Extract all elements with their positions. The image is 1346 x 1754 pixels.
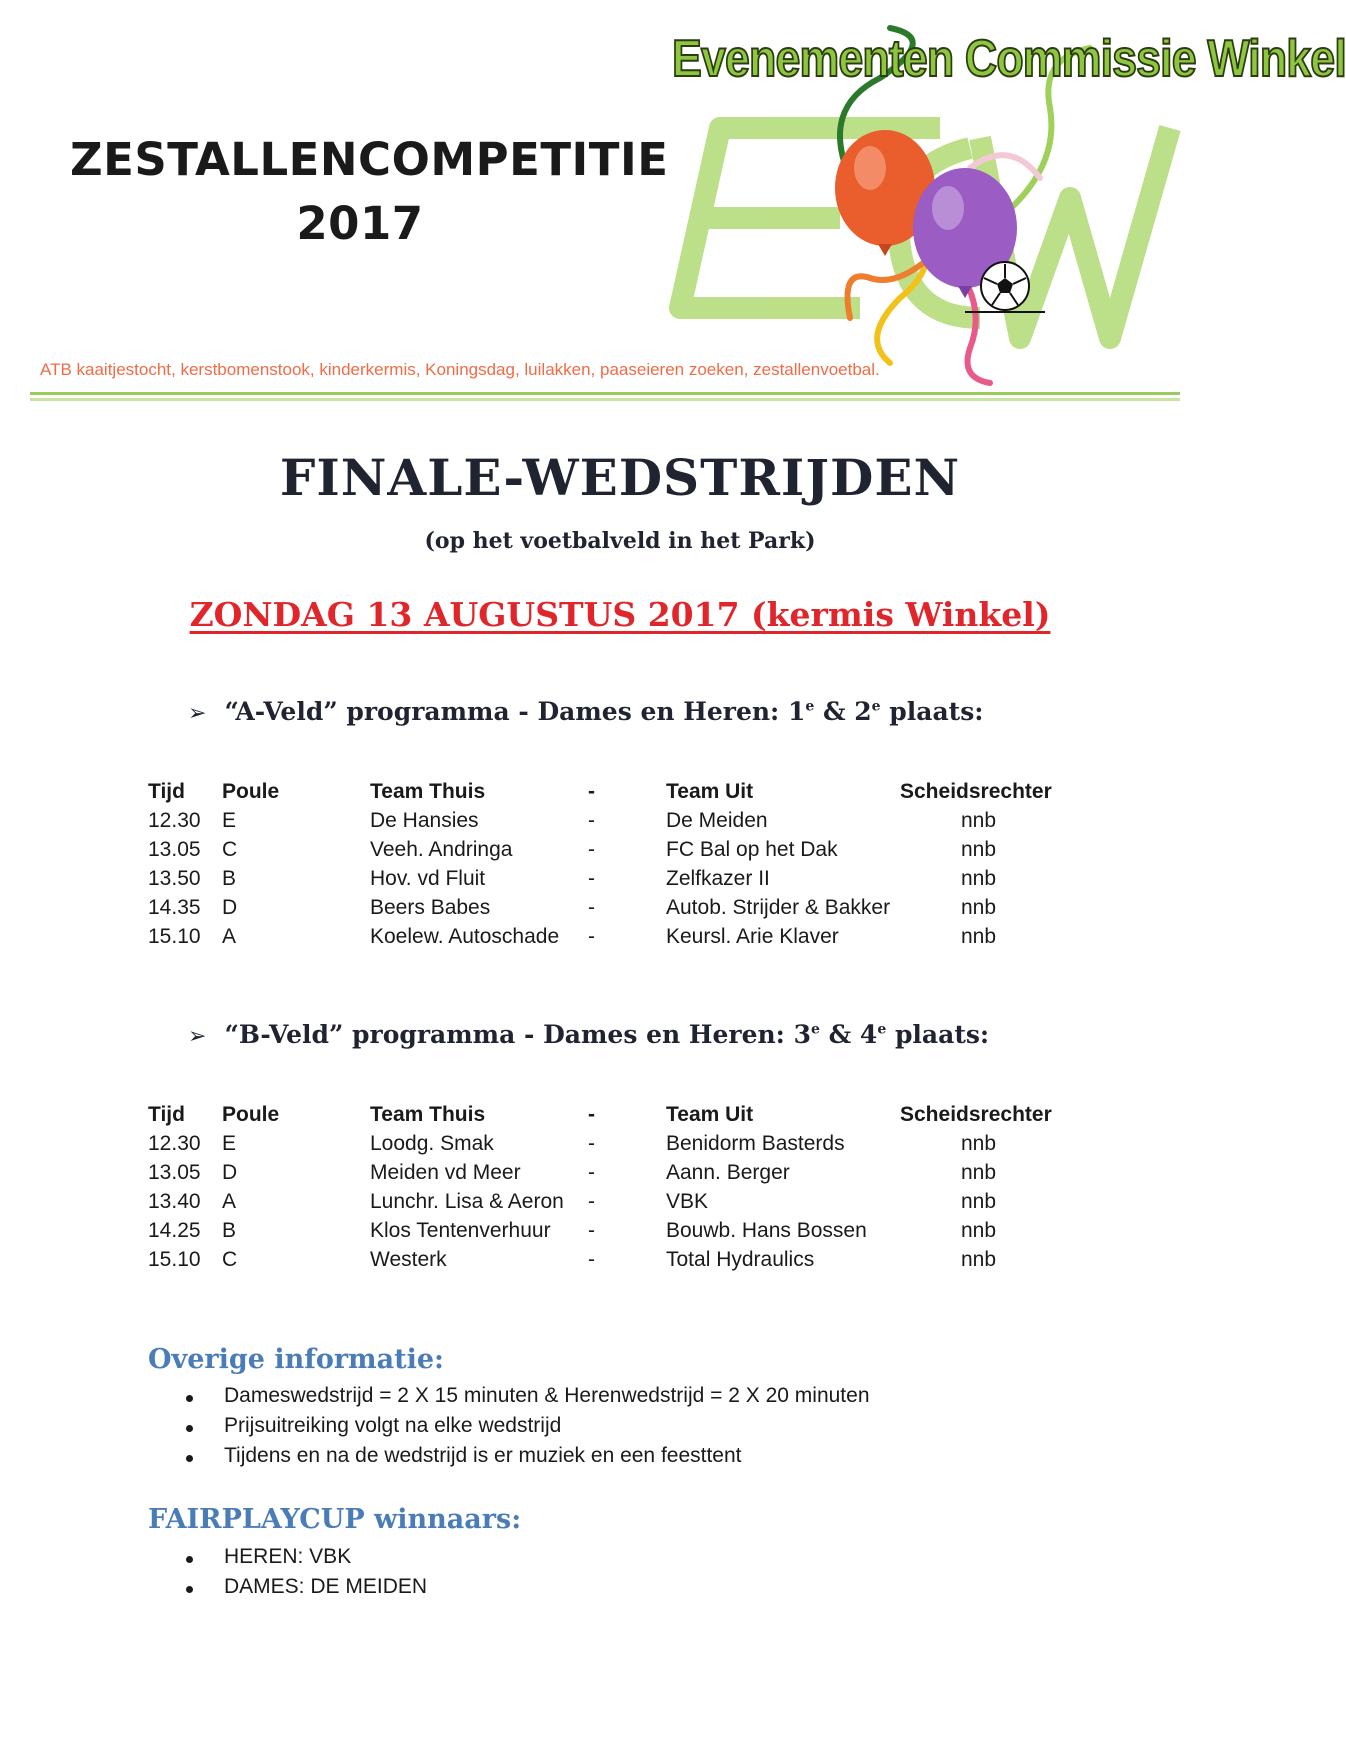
col-header-dash: - [588, 780, 595, 803]
cell-referee: nnb [961, 838, 997, 861]
cell-time: 15.10 [148, 1248, 201, 1271]
bullet-dot-icon [186, 1586, 193, 1593]
arrow-bullet-icon: ➢ [188, 701, 207, 726]
competition-title [70, 128, 669, 256]
cell-referee: nnb [961, 925, 997, 948]
cell-time: 13.05 [148, 838, 201, 861]
cell-home-team: Lunchr. Lisa & Aeron [370, 1190, 564, 1213]
cell-dash: - [588, 1132, 595, 1155]
cell-away-team: Benidorm Basterds [666, 1132, 845, 1155]
bullet-dot-icon [186, 1556, 193, 1563]
cell-away-team: Aann. Berger [666, 1161, 790, 1184]
cell-time: 13.40 [148, 1190, 201, 1213]
cell-poule: C [222, 838, 238, 861]
cell-home-team: Loodg. Smak [370, 1132, 494, 1155]
cell-referee: nnb [961, 1248, 997, 1271]
col-header-home: Team Thuis [370, 1103, 486, 1126]
competition-title-line2: 2017 [296, 197, 424, 250]
page-title: FINALE-WEDSTRIJDEN [279, 448, 961, 507]
col-header-poule: Poule [222, 780, 280, 803]
col-header-referee: Scheidsrechter [900, 780, 1052, 803]
schedule-table-a [148, 780, 1088, 954]
cell-dash: - [588, 838, 595, 861]
cell-away-team: VBK [666, 1190, 709, 1213]
cell-referee: nnb [961, 1132, 997, 1155]
cell-time: 14.25 [148, 1219, 201, 1242]
table-header-row [148, 1103, 1088, 1132]
table-row [148, 867, 1088, 896]
table-row [148, 1161, 1088, 1190]
cell-away-team: Zelfkazer II [666, 867, 770, 890]
cell-referee: nnb [961, 1219, 997, 1242]
cell-poule: D [222, 1161, 238, 1184]
fairplay-heading: FAIRPLAYCUP winnaars: [148, 1504, 522, 1535]
header-divider-light [30, 398, 1180, 401]
cell-home-team: Koelew. Autoschade [370, 925, 560, 948]
event-date: ZONDAG 13 AUGUSTUS 2017 (kermis Winkel) [189, 595, 1051, 634]
table-row [148, 925, 1088, 954]
cell-dash: - [588, 867, 595, 890]
cell-poule: E [222, 809, 237, 832]
cell-away-team: FC Bal op het Dak [666, 838, 838, 861]
bullet-dot-icon [186, 1395, 193, 1402]
arrow-bullet-icon: ➢ [188, 1024, 207, 1049]
page-subtitle: (op het voetbalveld in het Park) [424, 528, 816, 554]
cell-home-team: Westerk [370, 1248, 447, 1271]
cell-time: 15.10 [148, 925, 201, 948]
col-header-home: Team Thuis [370, 780, 486, 803]
fairplay-list [182, 1545, 427, 1605]
cell-home-team: Beers Babes [370, 896, 491, 919]
cell-home-team: Veeh. Andringa [370, 838, 513, 861]
section-a-heading-text: “A-Veld” programma - Dames en Heren: 1e & 2e plaats: [224, 697, 984, 726]
organization-name: Evenementen Commissie Winkel [672, 30, 1346, 88]
cell-home-team: Meiden vd Meer [370, 1161, 521, 1184]
section-b-heading [188, 1020, 1088, 1049]
cell-time: 13.05 [148, 1161, 201, 1184]
cell-time: 12.30 [148, 809, 201, 832]
cell-dash: - [588, 1190, 595, 1213]
cell-away-team: Total Hydraulics [666, 1248, 815, 1271]
col-header-referee: Scheidsrechter [900, 1103, 1052, 1126]
activities-line: ATB kaaitjestocht, kerstbomenstook, kinderkermis, Koningsdag, luilakken, paaseieren zoeken, zestallenvoetbal. [40, 360, 880, 379]
competition-title-line1: ZESTALLENCOMPETITIE [70, 133, 669, 186]
cell-poule: A [222, 1190, 237, 1213]
table-row [148, 1190, 1088, 1219]
table-row [148, 1132, 1088, 1161]
cell-home-team: Hov. vd Fluit [370, 867, 486, 890]
list-item-text: HEREN: VBK [224, 1545, 352, 1568]
cell-referee: nnb [961, 867, 997, 890]
bullet-dot-icon [186, 1425, 193, 1432]
col-header-away: Team Uit [666, 780, 754, 803]
schedule-table-b [148, 1103, 1088, 1277]
cell-time: 12.30 [148, 1132, 201, 1155]
cell-dash: - [588, 925, 595, 948]
cell-referee: nnb [961, 809, 997, 832]
cell-poule: B [222, 1219, 237, 1242]
other-info-list [182, 1384, 870, 1474]
cell-away-team: Bouwb. Hans Bossen [666, 1219, 867, 1242]
col-header-dash: - [588, 1103, 595, 1126]
cell-away-team: Autob. Strijder & Bakker [666, 896, 891, 919]
list-item-text: Dameswedstrijd = 2 X 15 minuten & Herenwedstrijd = 2 X 20 minuten [224, 1384, 870, 1407]
cell-poule: D [222, 896, 238, 919]
list-item-text: DAMES: DE MEIDEN [224, 1575, 428, 1598]
cell-poule: B [222, 867, 237, 890]
list-item [182, 1414, 870, 1444]
cell-dash: - [588, 1248, 595, 1271]
cell-referee: nnb [961, 896, 997, 919]
cell-referee: nnb [961, 1161, 997, 1184]
cell-poule: E [222, 1132, 237, 1155]
cell-away-team: De Meiden [666, 809, 768, 832]
col-header-away: Team Uit [666, 1103, 754, 1126]
cell-time: 13.50 [148, 867, 201, 890]
section-a-heading [188, 697, 1088, 726]
col-header-time: Tijd [148, 1103, 185, 1126]
cell-dash: - [588, 896, 595, 919]
cell-poule: C [222, 1248, 238, 1271]
bullet-dot-icon [186, 1455, 193, 1462]
table-row [148, 1219, 1088, 1248]
list-item [182, 1444, 870, 1474]
section-b-heading-text: “B-Veld” programma - Dames en Heren: 3e & 4e plaats: [224, 1020, 990, 1049]
cell-referee: nnb [961, 1190, 997, 1213]
cell-home-team: Klos Tentenverhuur [370, 1219, 551, 1242]
table-row [148, 1248, 1088, 1277]
table-header-row [148, 780, 1088, 809]
other-info-heading: Overige informatie: [148, 1344, 444, 1375]
col-header-poule: Poule [222, 1103, 280, 1126]
list-item-text: Prijsuitreiking volgt na elke wedstrijd [224, 1414, 562, 1437]
col-header-time: Tijd [148, 780, 185, 803]
table-row [148, 838, 1088, 867]
list-item [182, 1575, 427, 1605]
list-item [182, 1545, 427, 1575]
cell-dash: - [588, 1161, 595, 1184]
cell-dash: - [588, 1219, 595, 1242]
cell-time: 14.35 [148, 896, 201, 919]
cell-dash: - [588, 809, 595, 832]
header-divider [30, 392, 1180, 395]
table-row [148, 896, 1088, 925]
cell-home-team: De Hansies [370, 809, 479, 832]
table-row [148, 809, 1088, 838]
cell-poule: A [222, 925, 237, 948]
list-item-text: Tijdens en na de wedstrijd is er muziek en een feesttent [224, 1444, 742, 1467]
cell-away-team: Keursl. Arie Klaver [666, 925, 839, 948]
list-item [182, 1384, 870, 1414]
